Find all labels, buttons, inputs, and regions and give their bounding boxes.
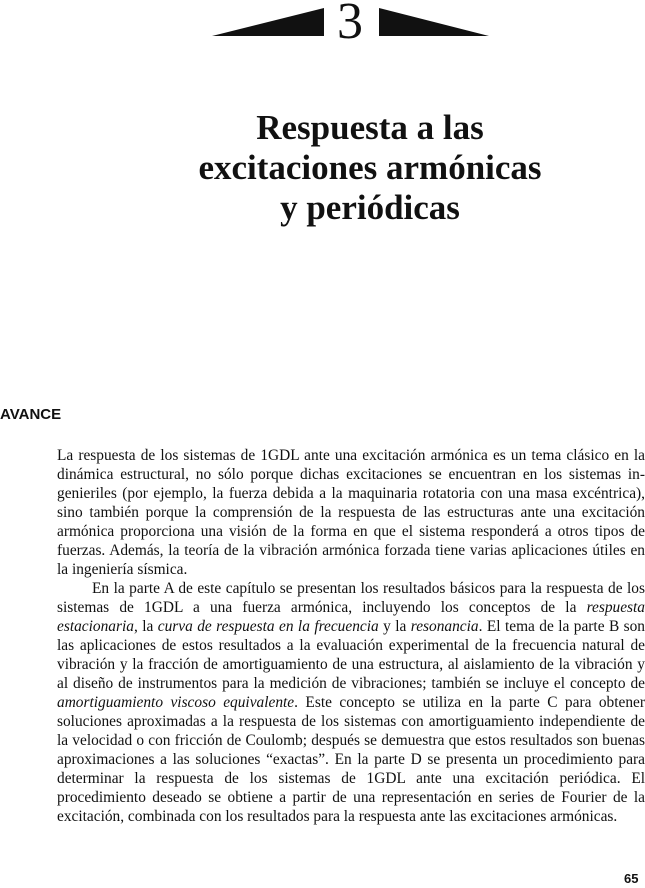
paragraph-2 xyxy=(57,579,645,826)
body-text xyxy=(57,446,645,826)
left-wedge-ornament xyxy=(212,8,324,36)
chapter-number: 3 xyxy=(337,0,363,50)
text-run: , la xyxy=(133,618,158,635)
emphasis-term: resonancia xyxy=(410,618,479,635)
emphasis-term: amortiguamiento viscoso equivalente xyxy=(57,694,295,711)
emphasis-term: respuesta estacionaria xyxy=(57,599,645,635)
chapter-title xyxy=(100,108,640,228)
text-run: En la parte A de este capítulo se presentan los resultados básicos para la respuesta de los sistemas de 1GDL a una fuerza armónica, incluyendo los conceptos de la xyxy=(57,580,645,616)
chapter-title-line-2: excitaciones armónicas xyxy=(198,148,542,187)
text-run: . El tema de la parte B son las aplicaciones de estos resultados a la evaluación experimental de la frecuencia natural de vibración y la fracción de amortiguamiento de una estructura, al aislamiento de la vibración y al diseño de instrumentos para la medición de vibraciones; también se incluye el concepto de xyxy=(57,618,645,692)
text-run: . Este concepto se utiliza en la parte C para obtener soluciones aproximadas a la respuesta de los sistemas con amortiguamiento independiente de la velocidad o con fricción de Coulomb; después se demuestra que estos resultados son buenas aproximaciones a las soluciones “exactas”. En la parte D se presenta un procedimiento para determinar la respuesta de los sistemas de 1GDL ante una excitación periódica. El procedimiento deseado se obtiene a partir de una representación en series de Fourier de la excitación, combinada con los resultados para la respuesta ante las excitaciones armónicas. xyxy=(57,694,645,825)
right-wedge-ornament xyxy=(379,8,489,36)
emphasis-term: curva de respuesta en la frecuencia xyxy=(157,618,379,635)
chapter-title-line-3: y periódicas xyxy=(280,188,460,227)
paragraph-1: La respuesta de los sistemas de 1GDL ante una excitación armónica es un tema clásico en la dinámica estructural, no sólo porque dichas excitaciones se encuentran en los sistemas ingenieriles (por ejemplo, la fuerza debida a la maquinaria rotatoria con una masa excéntrica), sino también porque la comprensión de la respuesta de las estructuras ante una excitación armónica proporciona una visión de la forma en que el sistema responderá a otros tipos de fuerzas. Además, la teoría de la vibración armónica forzada tiene varias aplicaciones útiles en la ingeniería sísmica. xyxy=(57,447,645,578)
chapter-title-line-1: Respuesta a las xyxy=(256,108,484,147)
text-run: y la xyxy=(378,618,411,635)
chapter-header xyxy=(0,0,645,50)
page-number: 65 xyxy=(624,871,639,886)
section-heading: AVANCE xyxy=(0,406,62,423)
